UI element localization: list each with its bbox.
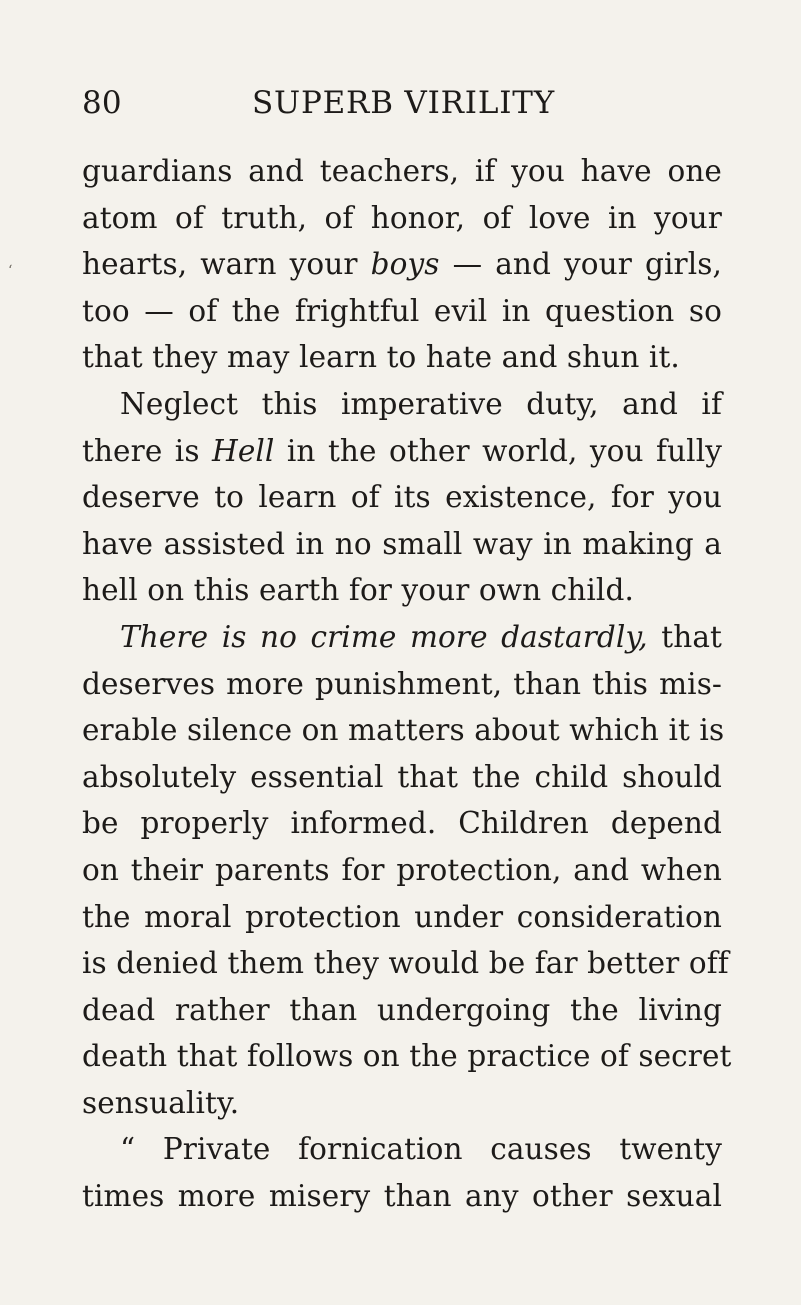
text-line: deserves more punishment, than this mis- — [82, 666, 722, 701]
italic-text: Hell — [212, 433, 275, 468]
text-line: on their parents for protection, and when — [82, 852, 722, 887]
text-line: erable silence on matters about which it is — [82, 713, 725, 748]
text-line: atom of truth, of honor, of love in your — [82, 200, 722, 235]
text-line: the moral protection under consideration — [82, 899, 722, 934]
running-title: SUPERB VIRILITY — [252, 85, 556, 121]
text-line — [82, 428, 722, 475]
text-line: dead rather than undergoing the living — [82, 992, 722, 1027]
text-line: be properly informed. Children depend — [82, 806, 722, 841]
paragraph-start-line: Neglect this imperative duty, and if — [120, 386, 722, 421]
margin-mark: ʻ — [8, 263, 13, 279]
text-segment: — and your girls, — [439, 247, 722, 282]
italic-text: There is no crime more dastardly, — [120, 619, 648, 654]
text-line: is denied them they would be far better off — [82, 946, 729, 981]
text-segment: hearts, warn your — [82, 247, 371, 282]
page-header — [82, 85, 722, 136]
quote-start-line: “ Private fornication causes twenty — [120, 1132, 722, 1167]
text-line: deserve to learn of its existence, for you — [82, 480, 722, 515]
text-line: guardians and teachers, if you have one — [82, 154, 722, 188]
text-line: too — of the frightful evil in question so — [82, 293, 722, 328]
text-segment: that — [647, 619, 722, 654]
page-number: 80 — [82, 85, 122, 121]
text-line: hell on this earth for your own child. — [82, 573, 634, 608]
text-line: absolutely essential that the child should — [82, 759, 722, 794]
text-line: death that follows on the practice of secret — [82, 1039, 732, 1074]
text-line: that they may learn to hate and shun it. — [82, 340, 680, 375]
text-segment: in the other world, you fully — [274, 433, 722, 468]
italic-text: boys — [370, 247, 440, 282]
text-line — [82, 241, 722, 288]
text-segment: there is — [82, 433, 212, 468]
text-line: sensuality. — [82, 1085, 240, 1120]
text-line: times more misery than any other sexual — [82, 1179, 722, 1214]
text-line: have assisted in no small way in making a — [82, 526, 722, 561]
paragraph-start-line — [82, 614, 722, 661]
body-text — [82, 148, 732, 1220]
